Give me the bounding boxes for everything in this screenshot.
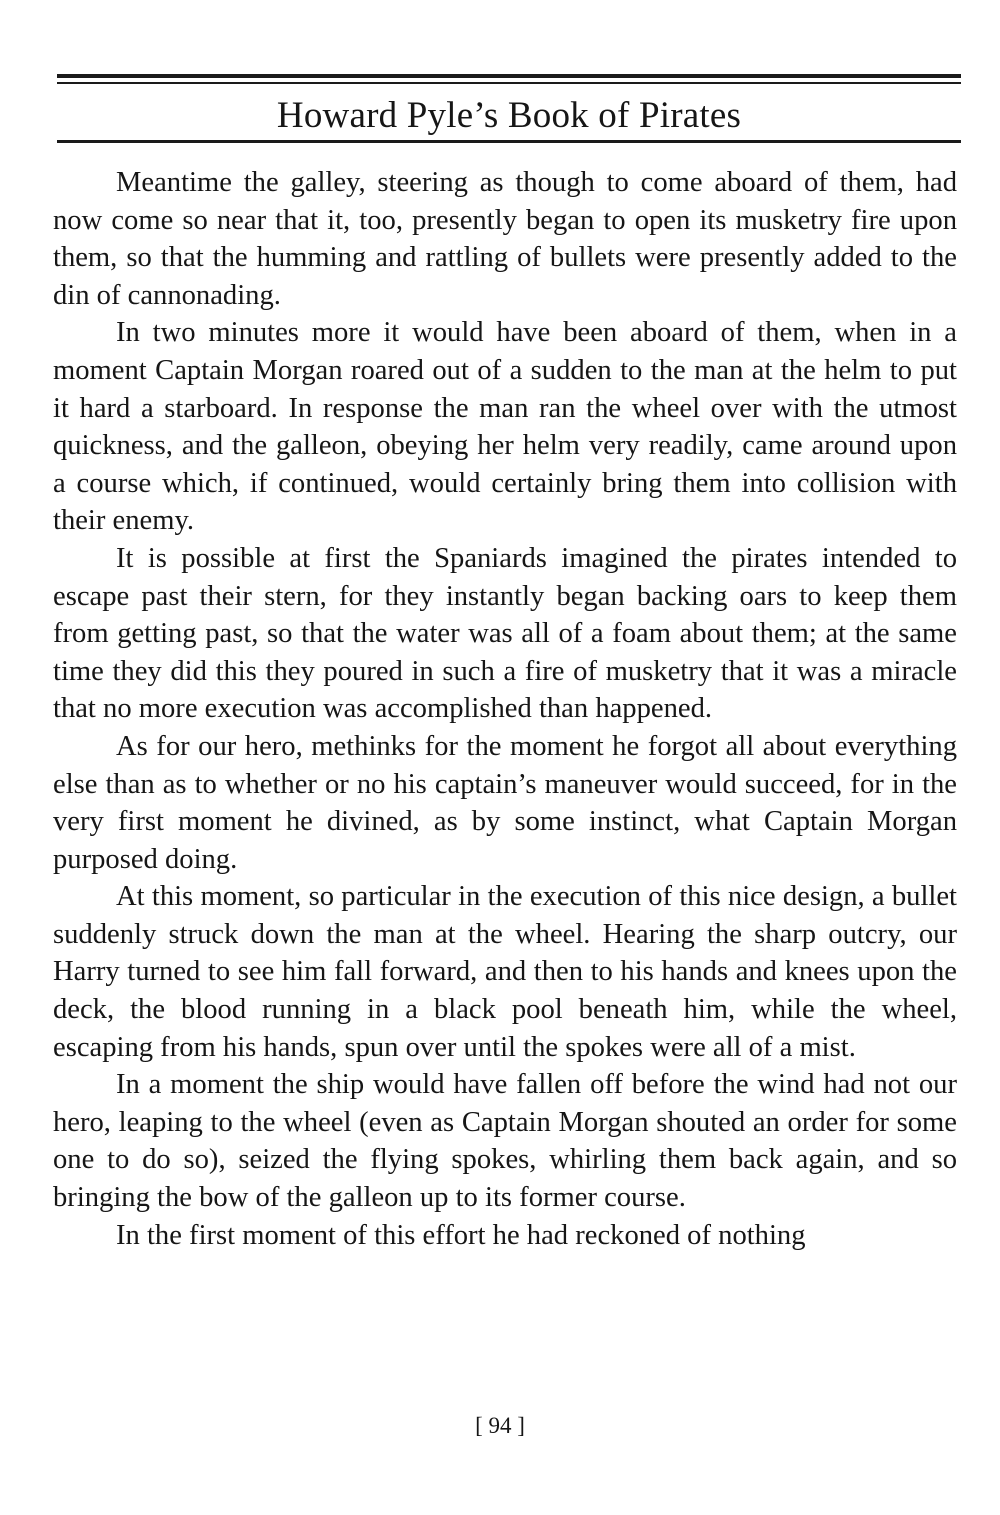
body-text	[53, 164, 957, 1254]
header-rule-top	[57, 74, 961, 78]
paragraph: In a moment the ship would have fallen off before the wind had not our hero, leaping to the wheel (even as Captain Morgan shouted an order for some one to do so), seized the flying spokes, whirling them back again, and so bringing the bow of the galleon up to its former course.	[53, 1069, 957, 1214]
paragraph: It is possible at first the Spaniards imagined the pirates intended to escape past their stern, for they instantly began backing oars to keep them from getting past, so that the water was all of a foam about them; at the same time they did this they poured in such a fire of musketry that it was a miracle that no more execution was accomplished than happened.	[53, 542, 957, 725]
paragraph: As for our hero, methinks for the moment he forgot all about everything else than as to whether or no his captain’s maneuver would succeed, for in the very first moment he divined, as by some instinct, what Captain Morgan purposed doing.	[53, 730, 957, 875]
paragraph: In the first moment of this effort he had reckoned of nothing	[116, 1219, 806, 1251]
paragraph: At this moment, so particular in the execution of this nice design, a bullet suddenly struck down the man at the wheel. Hearing the sharp outcry, our Harry turned to see him fall forward, and then to his hands and knees upon the deck, the blood running in a black pool beneath him, while the wheel, escaping from his hands, spun over until the spokes were all of a mist.	[53, 881, 957, 1063]
paragraph: Meantime the galley, steering as though to come aboard of them, had now come so near that it, too, presently began to open its musketry fire upon them, so that the humming and rattling of bullets were presently added to the din of cannonading.	[53, 167, 957, 311]
running-head: Howard Pyle’s Book of Pirates	[276, 95, 742, 136]
paragraph: In two minutes more it would have been aboard of them, when in a moment Captain Morgan roared out of a sudden to the man at the helm to put it hard a starboard. In response the man ran the wheel over with the utmost quickness, and the galleon, obeying her helm very readily, came around upon a course which, if continued, would certainly bring them into collision with their enemy.	[53, 317, 957, 537]
header-rule-bottom	[57, 140, 961, 143]
header-rule-top-thin	[57, 82, 961, 84]
page-number: [ 94 ]	[475, 1413, 525, 1438]
